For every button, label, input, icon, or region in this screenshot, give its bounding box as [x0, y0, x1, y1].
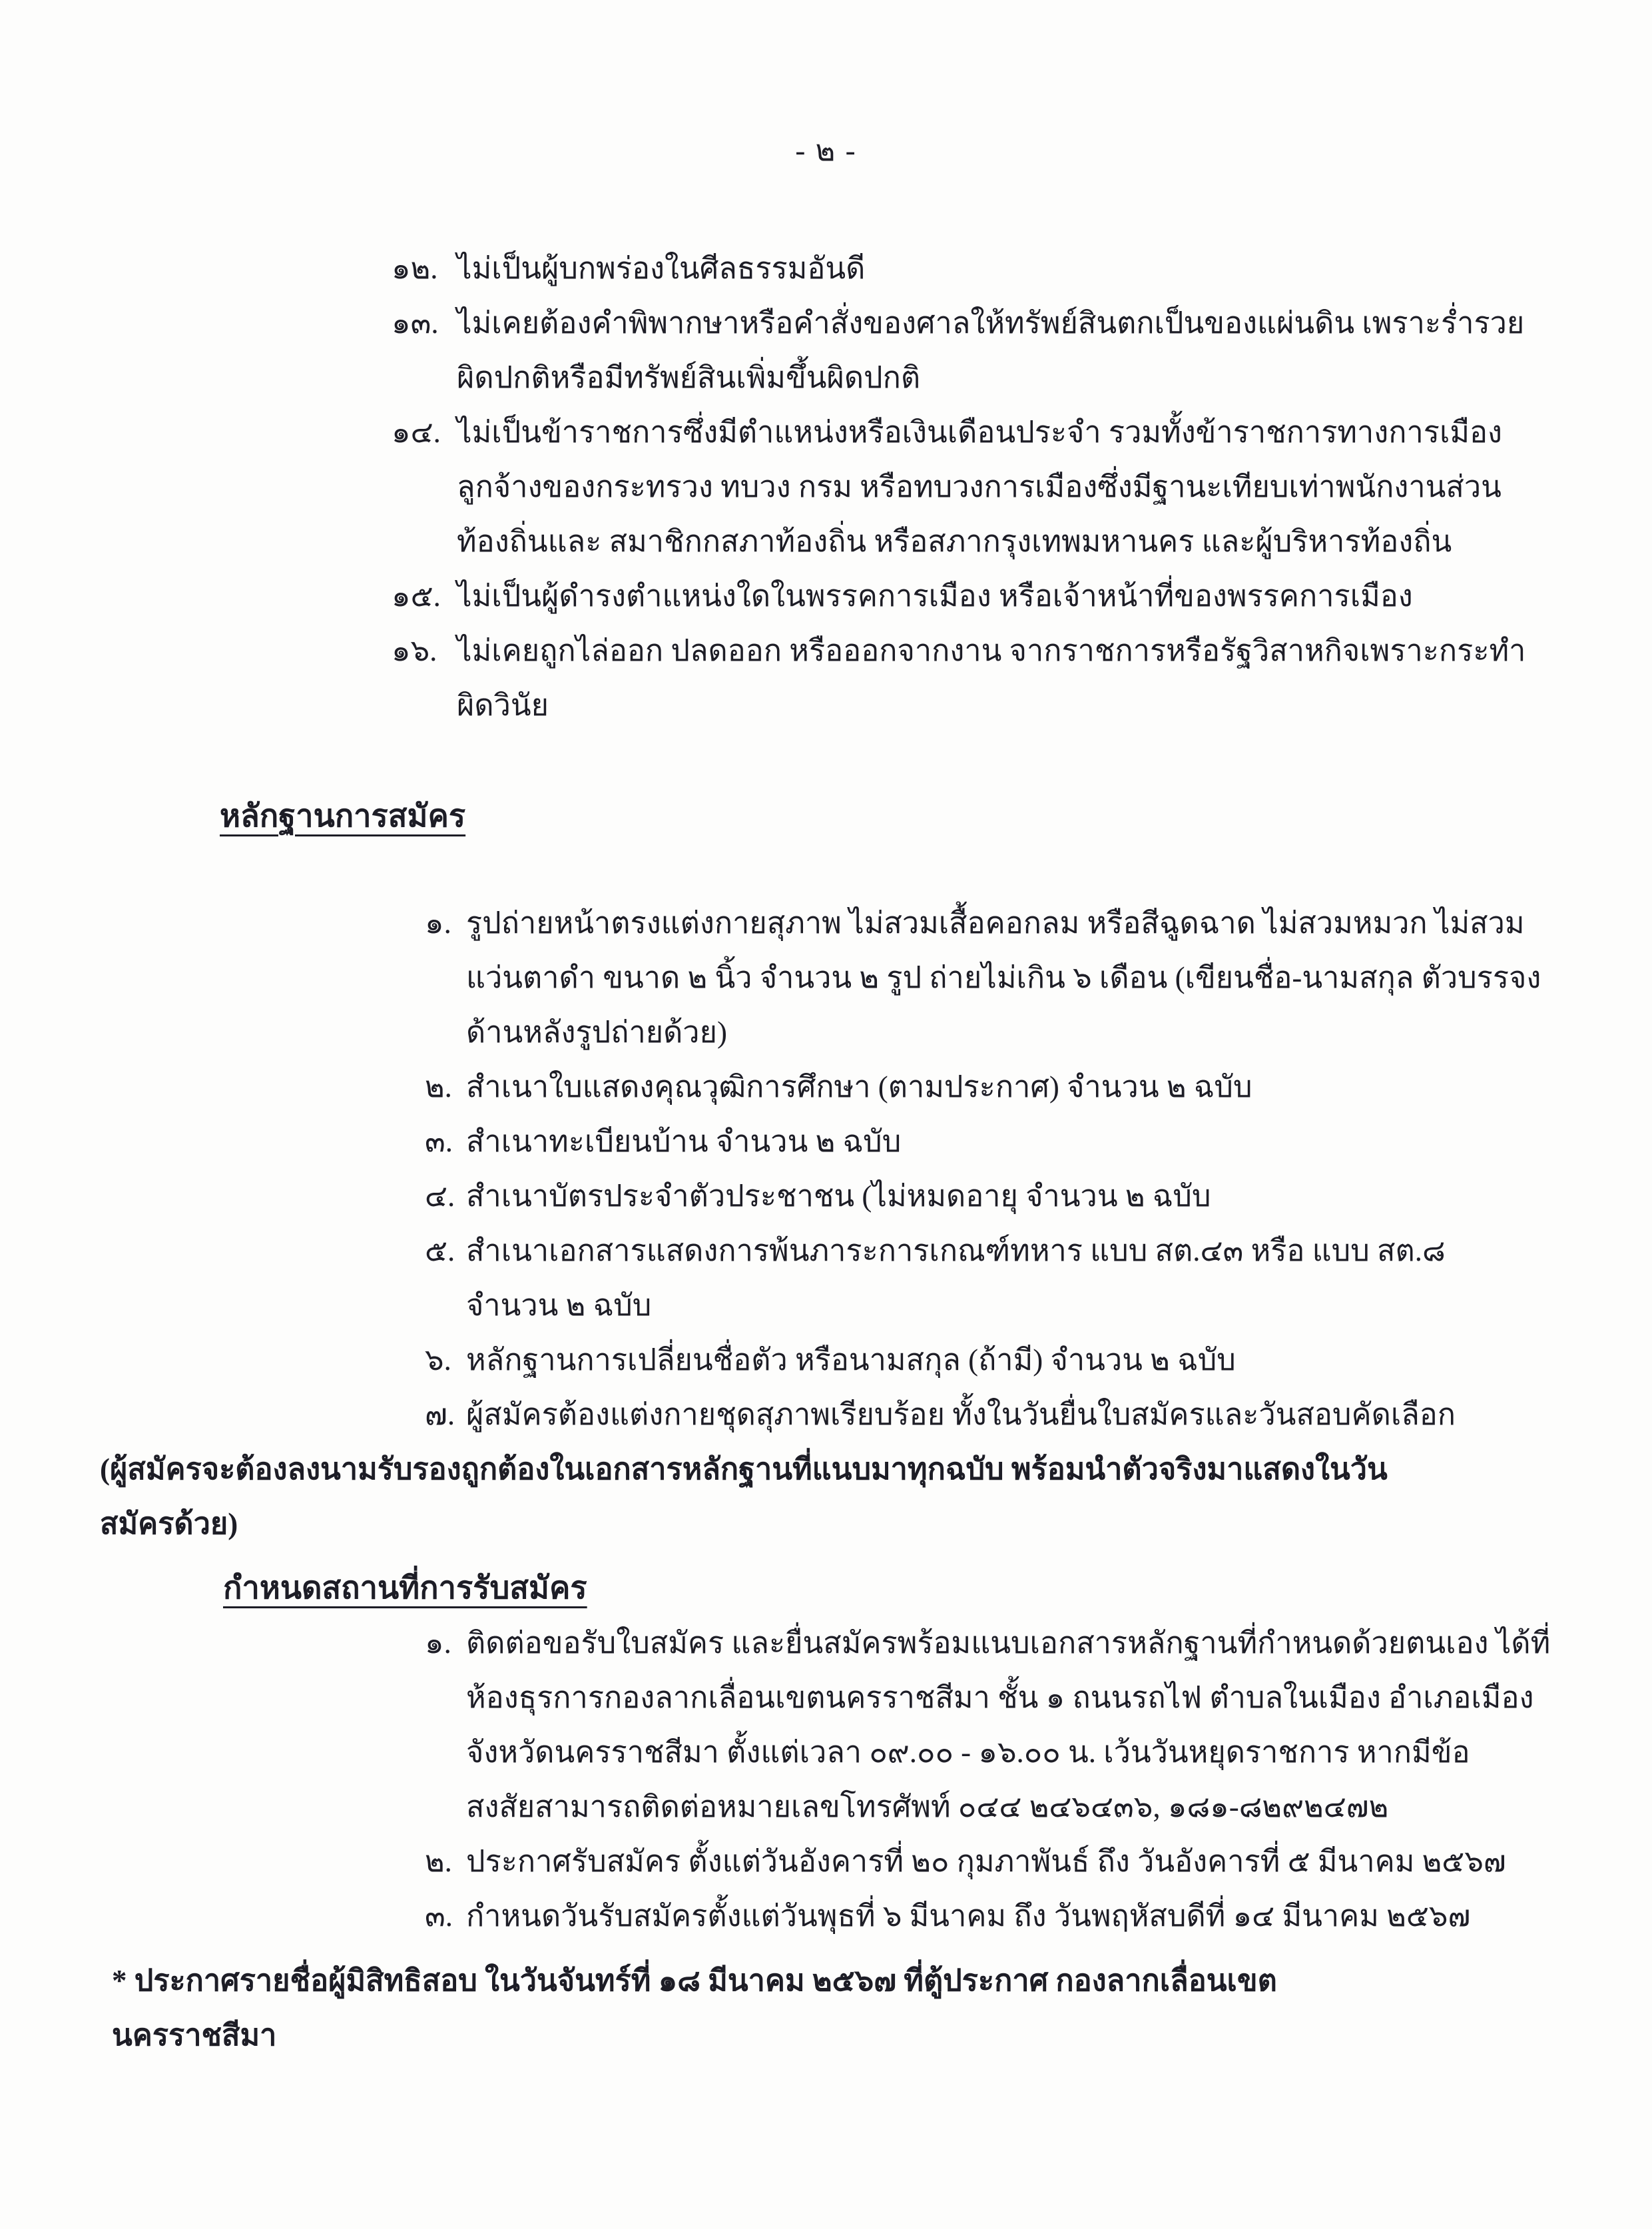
- document-line: สำเนาทะเบียนบ้าน จำนวน ๒ ฉบับ: [466, 1125, 902, 1158]
- list-item-number: ๒.: [425, 1845, 452, 1878]
- list-item-number: ๖.: [425, 1343, 451, 1377]
- list-item: [392, 296, 1525, 405]
- certify-note: [100, 1442, 1572, 1551]
- list-item: [392, 623, 1526, 733]
- document-line: ไม่เป็นข้าราชการซึ่งมีตำแหน่งหรือเงินเดือนประจำ รวมทั้งข้าราชการทางการเมือง: [457, 416, 1502, 449]
- section-heading-application: กำหนดสถานที่การรับสมัคร: [223, 1571, 587, 1606]
- document-line: กำหนดวันรับสมัครตั้งแต่วันพุธที่ ๖ มีนาคม ถึง วันพฤหัสบดีที่ ๑๔ มีนาคม ๒๕๖๗: [466, 1899, 1471, 1933]
- list-item: [425, 1889, 1486, 1943]
- document-line: * ประกาศรายชื่อผู้มิสิทธิสอบ ในวันจันทร์ที่ ๑๘ มีนาคม ๒๕๖๗ ที่ตู้ประกาศ กองลากเลื่อนเขต: [112, 1964, 1277, 1997]
- list-item-number: ๓.: [425, 1125, 453, 1158]
- document-line: ประกาศรับสมัคร ตั้งแต่วันอังคารที่ ๒๐ กุมภาพันธ์ ถึง วันอังคารที่ ๕ มีนาคม ๒๕๖๗: [466, 1845, 1506, 1878]
- document-line: ห้องธุรการกองลากเลื่อนเขตนครราชสีมา ชั้น ๑ ถนนรถไฟ ตำบลในเมือง อำเภอเมือง: [466, 1681, 1534, 1714]
- list-item: [425, 1387, 1486, 1442]
- document-line: สำเนาใบแสดงคุณวุฒิการศึกษา (ตามประกาศ) จำนวน ๒ ฉบับ: [466, 1070, 1252, 1104]
- document-line: จำนวน ๒ ฉบับ: [466, 1289, 652, 1322]
- list-item: [392, 569, 1452, 623]
- document-line: สงสัยสามารถติดต่อหมายเลขโทรศัพท์ ๐๔๔ ๒๔๖๔๓๖, ๑๘๑-๘๒๙๒๔๗๒: [466, 1790, 1389, 1823]
- list-item: [425, 1114, 1486, 1169]
- list-item: [425, 1616, 1551, 1834]
- document-line: สำเนาบัตรประจำตัวประชาชน (ไม่หมดอายุ จำนวน ๒ ฉบับ: [466, 1179, 1211, 1213]
- document-line: ผิดวินัย: [457, 689, 549, 722]
- document-line: สมัครด้วย): [100, 1507, 238, 1540]
- document-line: (ผู้สมัครจะต้องลงนามรับรองถูกต้องในเอกสารหลักฐานที่แนบมาทุกฉบับ พร้อมนำตัวจริงมาแสดงในวัน: [100, 1452, 1388, 1486]
- list-item-number: ๕.: [425, 1234, 455, 1267]
- application-list: [425, 1616, 1551, 1943]
- list-item-number: ๒.: [425, 1070, 452, 1104]
- list-item: [425, 1333, 1486, 1387]
- document-line: หลักฐานการเปลี่ยนชื่อตัว หรือนามสกุล (ถ้ามี) จำนวน ๒ ฉบับ: [466, 1343, 1236, 1377]
- document-line: ผู้สมัครต้องแต่งกายชุดสุภาพเรียบร้อย ทั้งในวันยื่นใบสมัครและวันสอบคัดเลือก: [466, 1398, 1456, 1431]
- document-line: ด้านหลังรูปถ่ายด้วย): [466, 1016, 727, 1049]
- list-item-number: ๑.: [425, 1626, 451, 1660]
- page-number: - ๒ -: [795, 134, 857, 167]
- document-line: รูปถ่ายหน้าตรงแต่งกายสุภาพ ไม่สวมเสื้อคอกลม หรือสีฉูดฉาด ไม่สวมหมวก ไม่สวม: [466, 906, 1525, 940]
- list-item: [392, 241, 1452, 296]
- list-item-number: ๑.: [425, 906, 451, 940]
- document-line: ลูกจ้างของกระทรวง ทบวง กรม หรือทบวงการเมืองซึ่งมีฐานะเทียบเท่าพนักงานส่วน: [457, 470, 1502, 503]
- list-item-number: ๔.: [425, 1179, 455, 1213]
- document-line: ไม่เป็นผู้ดำรงตำแหน่งใดในพรรคการเมือง หรือเจ้าหน้าที่ของพรรคการเมือง: [457, 579, 1413, 613]
- document-line: ไม่เคยถูกไล่ออก ปลดออก หรือออกจากงาน จากราชการหรือรัฐวิสาหกิจเพราะกระทำ: [457, 634, 1526, 667]
- document-line: จังหวัดนครราชสีมา ตั้งแต่เวลา ๐๙.๐๐ - ๑๖.๐๐ น. เว้นวันหยุดราชการ หากมีข้อ: [466, 1736, 1470, 1769]
- list-item-number: ๑๔.: [392, 416, 441, 449]
- list-item-number: ๓.: [425, 1899, 453, 1933]
- list-item-number: ๑๖.: [392, 634, 437, 667]
- list-item: [425, 1223, 1486, 1333]
- list-item: [425, 1169, 1486, 1223]
- document-line: สำเนาเอกสารแสดงการพ้นภาระการเกณฑ์ทหาร แบบ สต.๔๓ หรือ แบบ สต.๘: [466, 1234, 1446, 1267]
- list-item-number: ๑๒.: [392, 252, 438, 285]
- document-line: ติดต่อขอรับใบสมัคร และยื่นสมัครพร้อมแนบเอกสารหลักฐานที่กำหนดด้วยตนเอง ได้ที่: [466, 1626, 1551, 1660]
- list-item-number: ๗.: [425, 1398, 455, 1431]
- list-item: [425, 896, 1541, 1060]
- document-line: ท้องถิ่นและ สมาชิกกสภาท้องถิ่น หรือสภากรุงเทพมหานคร และผู้บริหารท้องถิ่น: [457, 525, 1452, 558]
- list-item: [425, 1834, 1506, 1889]
- list-item: [425, 1060, 1486, 1114]
- document-line: ผิดปกติหรือมีทรัพย์สินเพิ่มขึ้นผิดปกติ: [457, 361, 921, 394]
- announcement-note: [112, 1953, 1552, 2063]
- list-item-number: ๑๓.: [392, 306, 439, 340]
- document-line: นครราชสีมา: [112, 2019, 277, 2052]
- section-heading-evidence: หลักฐานการสมัคร: [220, 799, 466, 834]
- list-item: [392, 405, 1502, 569]
- evidence-list: [425, 896, 1541, 1442]
- qualifications-list: [392, 241, 1526, 733]
- document-line: แว่นตาดำ ขนาด ๒ นิ้ว จำนวน ๒ รูป ถ่ายไม่เกิน ๖ เดือน (เขียนชื่อ-นามสกุล ตัวบรรจง: [466, 961, 1541, 994]
- list-item-number: ๑๕.: [392, 579, 441, 613]
- document-line: ไม่เป็นผู้บกพร่องในศีลธรรมอันดี: [457, 252, 866, 285]
- document-line: ไม่เคยต้องคำพิพากษาหรือคำสั่งของศาลให้ทรัพย์สินตกเป็นของแผ่นดิน เพราะร่ำรวย: [457, 306, 1525, 340]
